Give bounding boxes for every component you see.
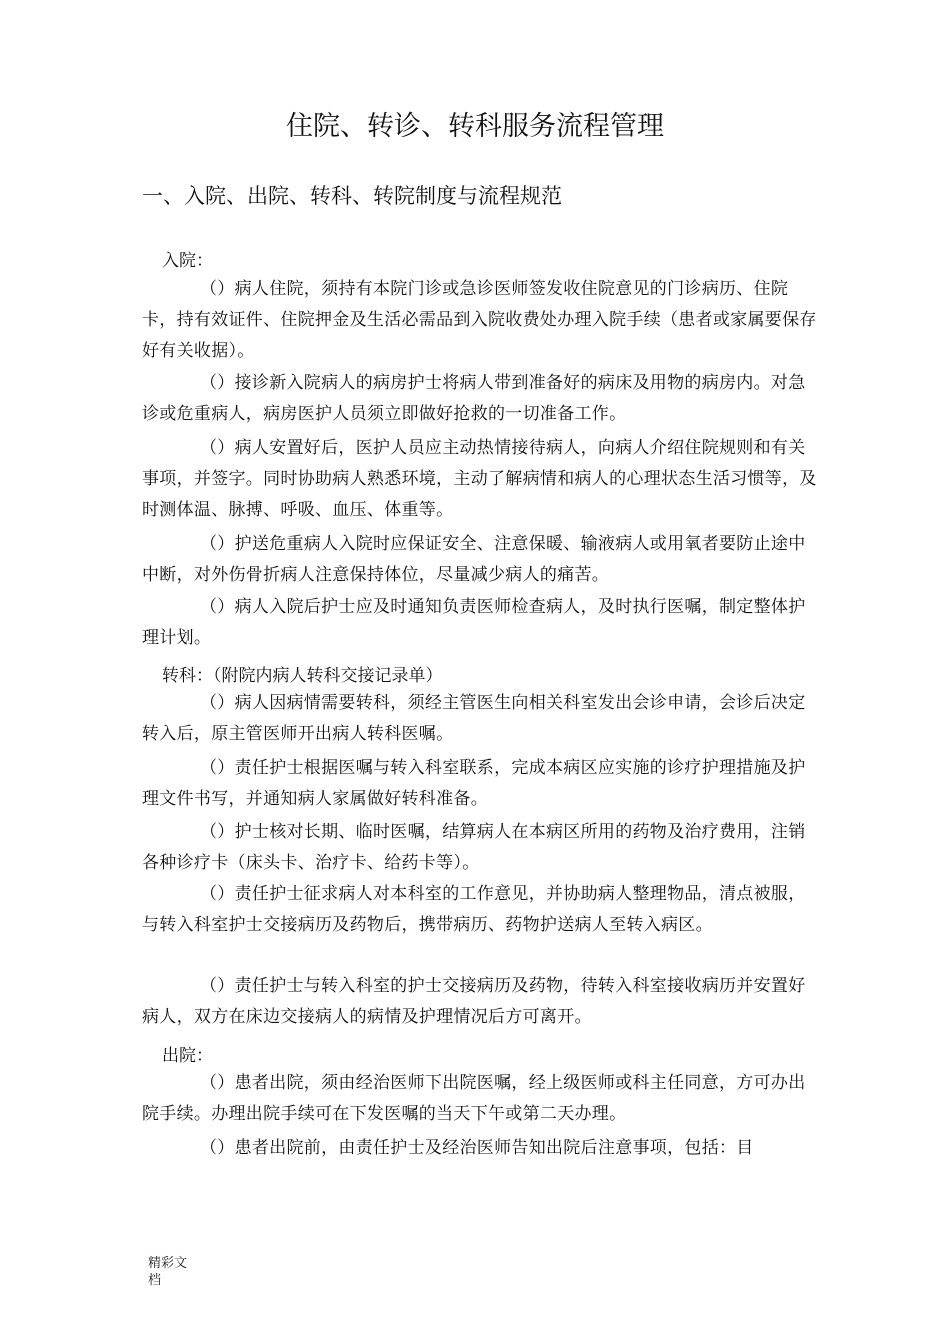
transfer-item-3: （）护士核对长期、临时医嘱，结算病人在本病区所用的药物及治疗费用，注销各种诊疗卡（床头卡、治疗卡、给药卡等）。: [142, 822, 806, 873]
transfer-item-4: （）责任护士征求病人对本科室的工作意见，并协助病人整理物品，清点被服，与转入科室护士交接病历及药物后，携带病历、药物护送病人至转入病区。: [142, 884, 806, 935]
section-heading: 一、入院、出院、转科、转院制度与流程规范: [142, 184, 562, 208]
admission-item-4: （）护送危重病人入院时应保证安全、注意保暖、输液病人或用氧者要防止途中中断，对外伤骨折病人注意保持体位，尽量减少病人的痛苦。: [142, 534, 806, 585]
admission-item-2: （）接诊新入院病人的病房护士将病人带到准备好的病床及用物的病房内。对急诊或危重病人，病房医护人员须立即做好抢救的一切准备工作。: [142, 373, 806, 424]
admission-item-5: （）病人入院后护士应及时通知负责医师检查病人，及时执行医嘱，制定整体护理计划。: [142, 597, 806, 648]
transfer-item-5: （）责任护士与转入科室的护士交接病历及药物，待转入科室接收病历并安置好病人，双方在床边交接病人的病情及护理情况后方可离开。: [142, 976, 806, 1027]
discharge-label: 出院：: [162, 1046, 213, 1066]
page-footer: 精彩文档: [148, 1256, 188, 1288]
admission-item-1: （）病人住院，须持有本院门诊或急诊医师签发收住院意见的门诊病历、住院卡，持有效证件、住院押金及生活必需品到入院收费处办理入院手续（患者或家属要保存好有关收据）。: [142, 279, 817, 361]
discharge-item-1: （）患者出院，须由经治医师下出院医嘱，经上级医师或科主任同意，方可办出院手续。办理出院手续可在下发医嘱的当天下午或第二天办理。: [142, 1073, 806, 1124]
admission-item-3: （）病人安置好后，医护人员应主动热情接待病人，向病人介绍住院规则和有关事项，并签字。同时协助病人熟悉环境，主动了解病情和病人的心理状态生活习惯等，及时测体温、脉搏、呼吸、血压、体重等。: [142, 438, 817, 520]
discharge-item-2: （）患者出院前，由责任护士及经治医师告知出院后注意事项，包括：目: [200, 1138, 754, 1158]
transfer-label: 转科：（附院内病人转科交接记录单）: [162, 666, 443, 686]
transfer-item-1: （）病人因病情需要转科，须经主管医生向相关科室发出会诊申请，会诊后决定转入后，原主管医师开出病人转科医嘱。: [142, 693, 806, 744]
transfer-item-2: （）责任护士根据医嘱与转入科室联系，完成本病区应实施的诊疗护理措施及护理文件书写，并通知病人家属做好转科准备。: [142, 758, 806, 809]
admission-label: 入院：: [162, 251, 213, 271]
page-title: 住院、转诊、转科服务流程管理: [286, 111, 664, 142]
